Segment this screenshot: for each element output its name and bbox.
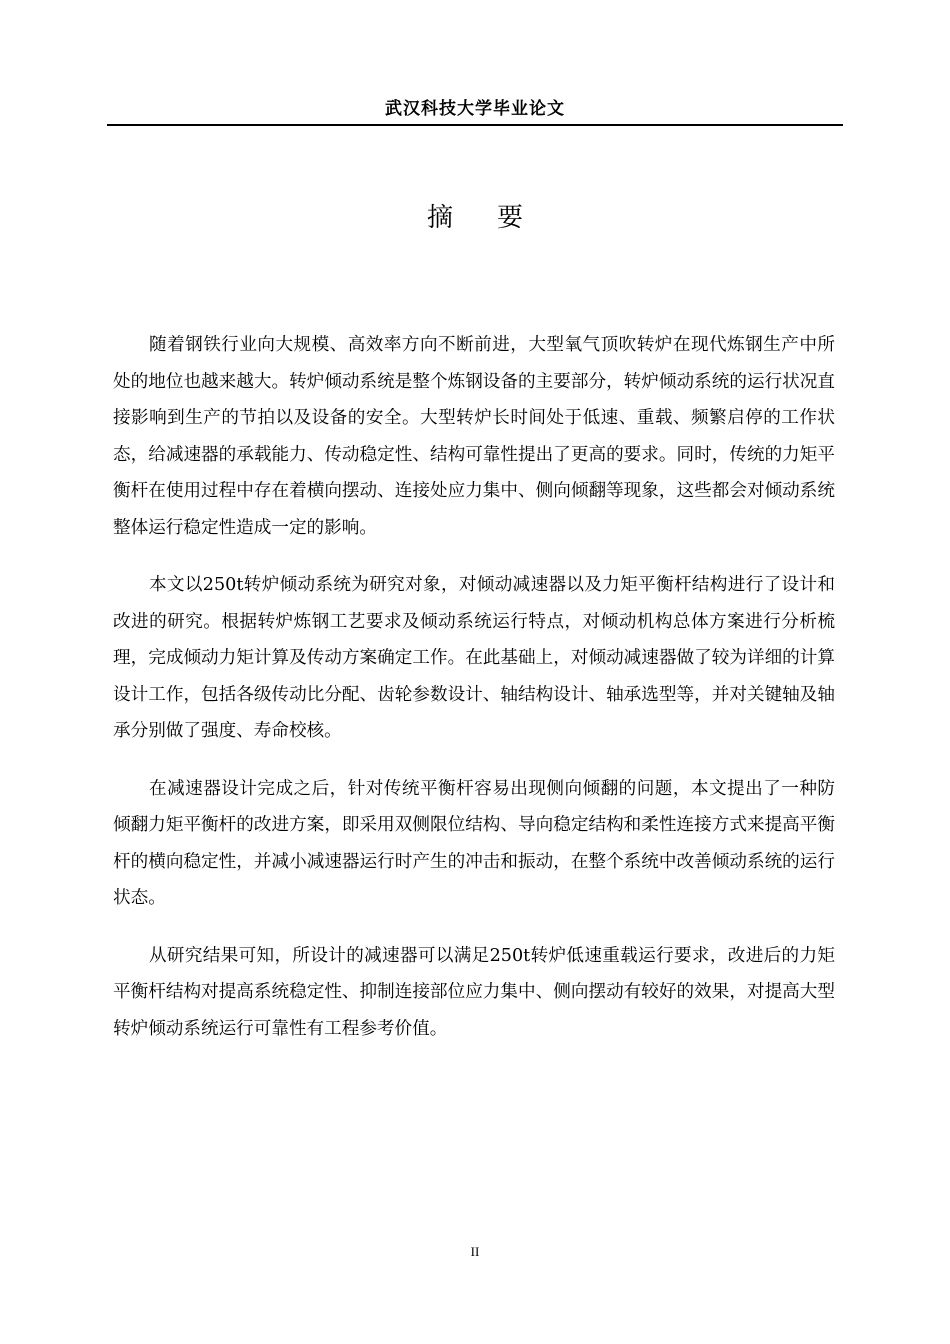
abstract-paragraph-3: 在减速器设计完成之后，针对传统平衡杆容易出现侧向倾翻的问题，本文提出了一种防倾翻力矩平衡杆的改进方案，即采用双侧限位结构、导向稳定结构和柔性连接方式来提高平衡杆的横向稳定性，并减小减速器运行时产生的冲击和振动，在整个系统中改善倾动系统的运行状态。 [113, 778, 835, 908]
abstract-paragraph-4: 从研究结果可知，所设计的减速器可以满足250t转炉低速重载运行要求，改进后的力矩平衡杆结构对提高系统稳定性、抑制连接部位应力集中、侧向摆动有较好的效果，对提高大型转炉倾动系统运行可靠性有工程参考价值。 [113, 945, 835, 1039]
abstract-title: 摘要 [426, 203, 567, 233]
running-header [107, 96, 843, 126]
abstract-paragraph-2: 本文以250t转炉倾动系统为研究对象，对倾动减速器以及力矩平衡杆结构进行了设计和改进的研究。根据转炉炼钢工艺要求及倾动系统运行特点，对倾动机构总体方案进行分析梳理，完成倾动力矩计算及传动方案确定工作。在此基础上，对倾动减速器做了较为详细的计算设计工作，包括各级传动比分配、齿轮参数设计、轴结构设计、轴承选型等，并对关键轴及轴承分别做了强度、寿命校核。 [113, 575, 835, 741]
abstract-paragraph-1: 随着钢铁行业向大规模、高效率方向不断前进，大型氧气顶吹转炉在现代炼钢生产中所处的地位也越来越大。转炉倾动系统是整个炼钢设备的主要部分，转炉倾动系统的运行状况直接影响到生产的节拍以及设备的安全。大型转炉长时间处于低速、重载、频繁启停的工作状态，给减速器的承载能力、传动稳定性、结构可靠性提出了更高的要求。同时，传统的力矩平衡杆在使用过程中存在着横向摆动、连接处应力集中、侧向倾翻等现象，这些都会对倾动系统整体运行稳定性造成一定的影响。 [113, 335, 835, 538]
abstract-body [113, 327, 835, 1068]
page-number: II [470, 1244, 480, 1259]
university-thesis-header: 武汉科技大学毕业论文 [385, 99, 565, 119]
